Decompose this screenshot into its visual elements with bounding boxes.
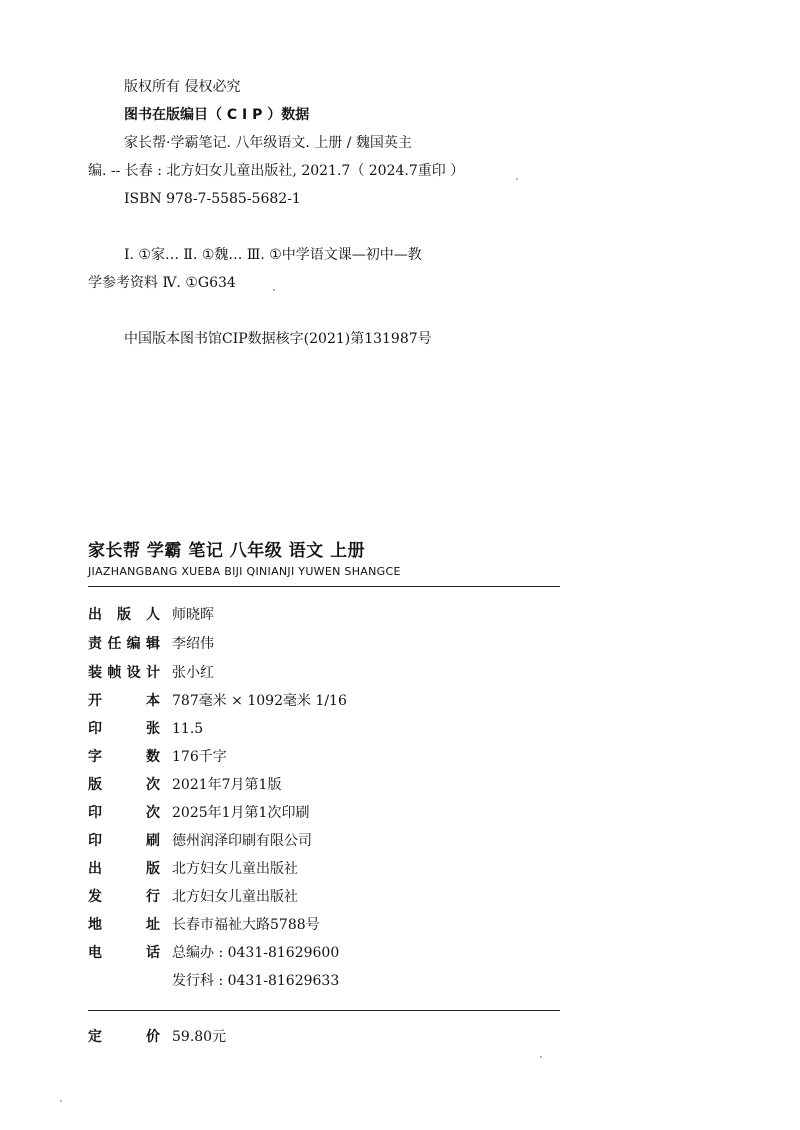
detail-value-phone-sales: 发行科 : 0431-81629633 xyxy=(172,973,340,989)
price-label: 定 价 xyxy=(88,1029,160,1045)
detail-value-publisher: 北方妇女儿童出版社 xyxy=(172,861,298,877)
cip-line-2: 编. -- 长春 : 北方妇女儿童出版社, 2021.7（ 2024.7重印 ） xyxy=(88,163,465,179)
scan-speck xyxy=(60,1100,62,1102)
detail-label-design: 装 帧 设 计 xyxy=(88,665,160,681)
cip-isbn: ISBN 978-7-5585-5682-1 xyxy=(124,191,301,207)
cip-classification-2: 学参考资料 Ⅳ. ①G634 xyxy=(88,275,236,291)
detail-value-printer: 德州润泽印刷有限公司 xyxy=(172,833,312,849)
detail-value-editor: 李绍伟 xyxy=(172,636,214,652)
detail-value-format: 787毫米 × 1092毫米 1/16 xyxy=(172,693,347,709)
detail-value-publisher-person: 师晓晖 xyxy=(172,607,214,623)
detail-value-printing: 2025年1月第1次印刷 xyxy=(172,805,310,821)
scan-speck xyxy=(540,1056,542,1058)
detail-value-address: 长春市福祉大路5788号 xyxy=(172,917,320,933)
divider-bottom xyxy=(88,1010,560,1011)
scan-speck xyxy=(273,289,275,291)
book-title: 家长帮 学霸 笔记 八年级 语文 上册 xyxy=(88,541,366,561)
detail-label-editor: 责 任 编 辑 xyxy=(88,636,160,652)
detail-value-phone-editorial: 总编办 : 0431-81629600 xyxy=(172,945,340,961)
detail-label-address: 地 址 xyxy=(88,917,160,933)
detail-value-distributor: 北方妇女儿童出版社 xyxy=(172,889,298,905)
detail-label-format: 开 本 xyxy=(88,693,160,709)
detail-value-edition: 2021年7月第1版 xyxy=(172,777,282,793)
detail-label-distributor: 发 行 xyxy=(88,889,160,905)
detail-label-publisher: 出 版 xyxy=(88,861,160,877)
cip-classification-1: Ⅰ. ①家… Ⅱ. ①魏… Ⅲ. ①中学语文课—初中—教 xyxy=(124,247,422,263)
scan-speck xyxy=(516,178,518,180)
cip-record-number: 中国版本图书馆CIP数据核字(2021)第131987号 xyxy=(124,331,432,347)
copyright-notice: 版权所有 侵权必究 xyxy=(124,79,241,95)
detail-label-publisher-person: 出 版 人 xyxy=(88,607,160,623)
detail-label-printing: 印 次 xyxy=(88,805,160,821)
book-title-pinyin: JIAZHANGBANG XUEBA BIJI QINIANJI YUWEN SHANGCE xyxy=(88,565,401,578)
detail-label-word-count: 字 数 xyxy=(88,749,160,765)
detail-label-phone: 电 话 xyxy=(88,945,160,961)
cip-heading: 图书在版编目（ C I P ）数据 xyxy=(124,107,310,123)
price-value: 59.80元 xyxy=(172,1029,227,1045)
detail-value-word-count: 176千字 xyxy=(172,749,227,765)
detail-value-sheets: 11.5 xyxy=(172,721,204,737)
detail-label-edition: 版 次 xyxy=(88,777,160,793)
detail-label-printer: 印 刷 xyxy=(88,833,160,849)
detail-label-sheets: 印 张 xyxy=(88,721,160,737)
divider-top xyxy=(88,586,560,587)
detail-value-design: 张小红 xyxy=(172,665,214,681)
cip-line-1: 家长帮·学霸笔记. 八年级语文. 上册 / 魏国英主 xyxy=(124,135,412,151)
